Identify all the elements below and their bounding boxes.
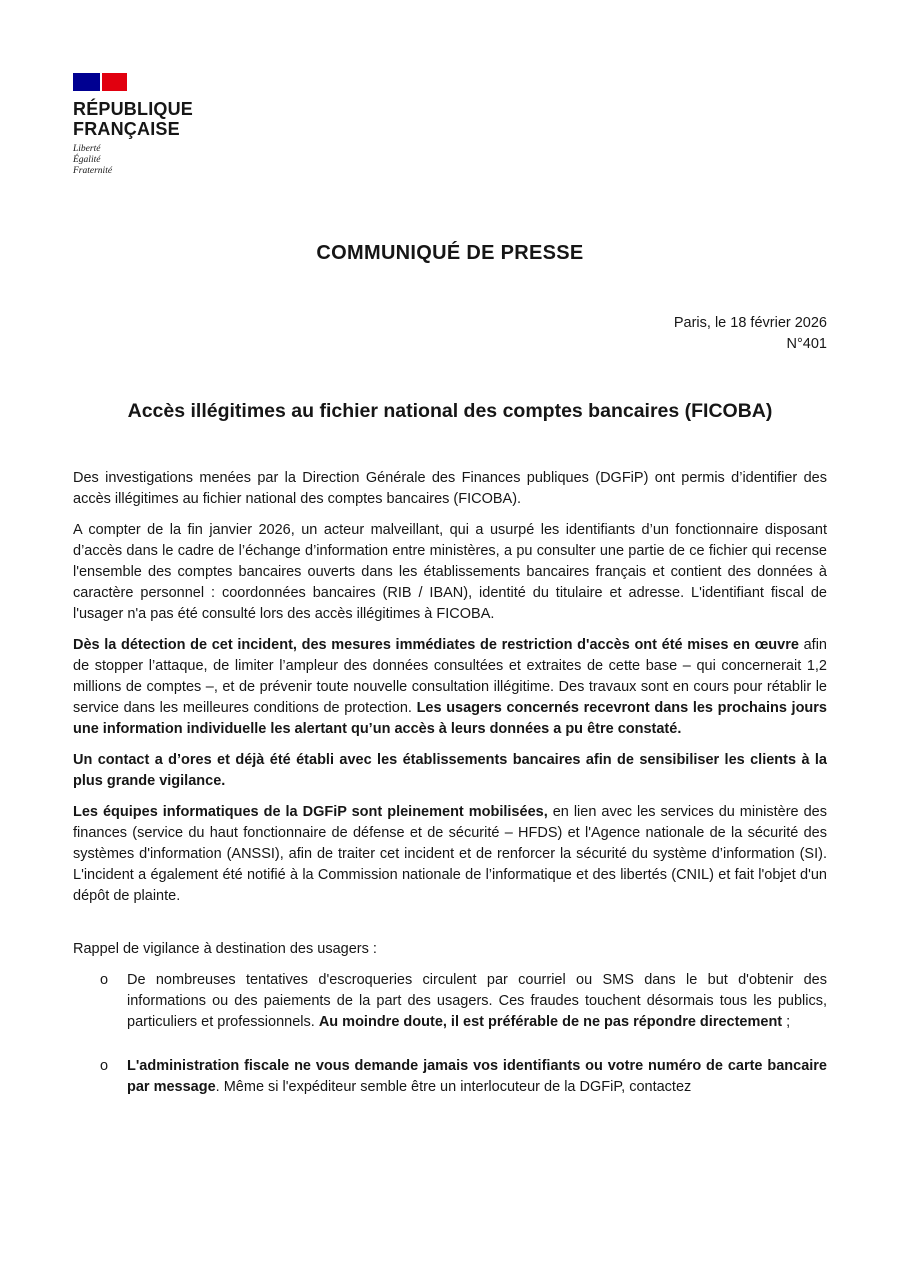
vigilance-reminder-heading: Rappel de vigilance à destination des usagers : [73, 941, 377, 957]
press-release-body [73, 468, 827, 1121]
bullet-1-bold: Au moindre doute, il est préférable de ne pas répondre directement [318, 1014, 783, 1030]
french-flag-icon [73, 73, 127, 91]
motto-egalite: Égalité [73, 155, 101, 165]
bank-contact-bold: Un contact a d’ores et déjà été établi avec les établissements bancaires afin de sensibiliser les clients à la plus grande vigilance. [73, 752, 827, 789]
logo-name-line1: RÉPUBLIQUE [73, 99, 194, 119]
place-date: Paris, le 18 février 2026 [673, 315, 827, 331]
it-teams-bold-lead: Les équipes informatiques de la DGFiP sont pleinement mobilisées, [73, 804, 548, 820]
paragraph-measures [73, 635, 827, 740]
bullet-marker: o [100, 972, 109, 988]
document-type-heading: COMMUNIQUÉ DE PRESSE [316, 242, 584, 264]
document-meta [674, 313, 827, 355]
bullet-marker: o [100, 1058, 109, 1074]
bullet-1-end: ; [782, 1014, 791, 1030]
list-item [73, 1056, 827, 1098]
list-item [73, 970, 827, 1033]
paragraph-bank-contact [73, 750, 827, 792]
logo-name [73, 99, 233, 139]
paragraph-investigations: Des investigations menées par la Direction Générale des Finances publiques (DGFiP) ont permis d’identifier des accès illégitimes au fichier national des comptes bancaires (FICOBA). [73, 470, 827, 507]
bullet-2-bold: L'administration fiscale ne vous demande jamais vos identifiants ou votre numéro de carte bancaire par message [127, 1058, 827, 1095]
bullet-2-text: . Même si l'expéditeur semble être un interlocuteur de la DGFiP, contactez [215, 1079, 692, 1095]
paragraph-incident-details: A compter de la fin janvier 2026, un acteur malveillant, qui a usurpé les identifiants d’un fonctionnaire disposant d’accès dans le cadre de l’échange d’information entre ministères, a pu consulter une partie de ce fichier qui recense l'ensemble des comptes bancaires ouverts dans les établissements bancaires français et contient des données à caractère personnel : coordonnées bancaires (RIB / IBAN), identité du titulaire et adresse. L'identifiant fiscal de l'usager n'a pas été consulté lors des accès illégitimes à FICOBA. [73, 522, 827, 622]
motto-liberte: Liberté [73, 144, 101, 154]
communique-number: N°401 [786, 336, 827, 352]
logo-motto [73, 144, 233, 177]
measures-bold-users: Les usagers concernés recevront dans les prochains jours une information individuelle les alertant qu’un accès à leurs données a pu être constaté. [73, 700, 827, 737]
bullet-1-text: De nombreuses tentatives d'escroqueries circulent par courriel ou SMS dans le but d'obtenir des informations ou des paiements de la part des usagers. Ces fraudes touchent désormais tous les publics, particuliers et professionnels. [127, 972, 827, 1030]
vigilance-list [73, 970, 827, 1098]
measures-bold-lead: Dès la détection de cet incident, des mesures immédiates de restriction d'accès ont été mises en œuvre [73, 637, 799, 653]
paragraph-it-teams [73, 802, 827, 907]
it-teams-text: en lien avec les services du ministère des finances (service du haut fonctionnaire de défense et de sécurité – HFDS) et l'Agence nationale de la sécurité des systèmes d'information (ANSSI), afin de traiter cet incident et de renforcer la sécurité du système d’information (SI). L'incident a également été notifié à la Commission nationale de l’informatique et des libertés (CNIL) et fait l'objet d'un dépôt de plainte. [73, 804, 827, 904]
motto-fraternite: Fraternité [73, 166, 113, 176]
logo-name-line2: FRANÇAISE [73, 119, 180, 139]
press-release-title: Accès illégitimes au fichier national des comptes bancaires (FICOBA) [127, 400, 773, 422]
republique-francaise-logo [73, 73, 233, 177]
measures-text: afin de stopper l’attaque, de limiter l’ampleur des données consultées et extraites de cette base – qui concernerait 1,2 millions de comptes –, et de prévenir toute nouvelle consultation illégitime. Des travaux sont en cours pour rétablir le service dans les meilleures conditions de protection. [73, 637, 827, 716]
